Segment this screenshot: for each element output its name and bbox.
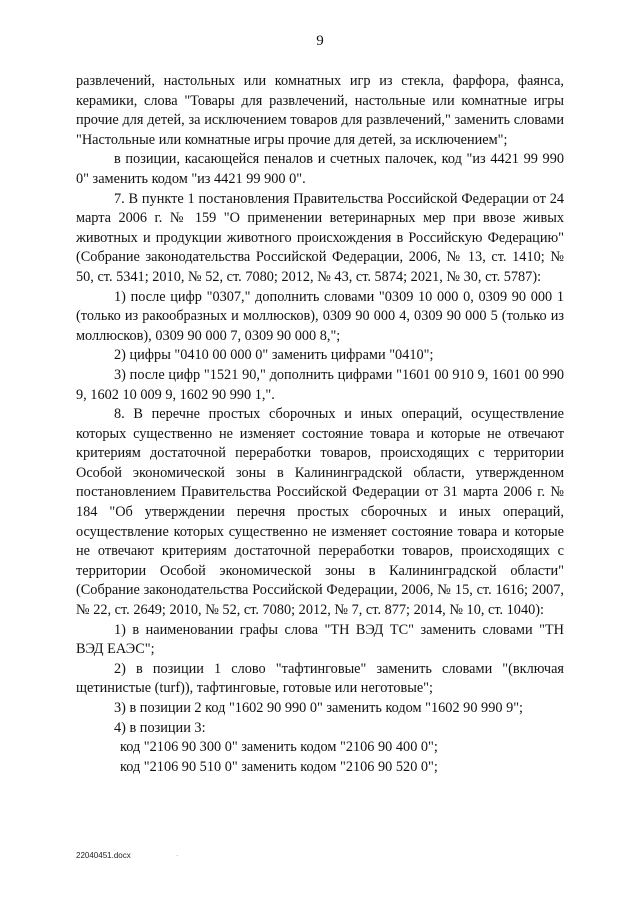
footer-mark: · [176, 852, 179, 860]
subitem-8-3: 3) в позиции 2 код "1602 90 990 0" заменить кодом "1602 90 990 9"; [114, 700, 524, 716]
paragraph-pencil-case-code: в позиции, касающейся пеналов и счетных палочек, код "из 4421 99 990 0" заменить кодом "из 4421 99 900 0". [76, 151, 564, 187]
subitem-7-1: 1) после цифр "0307," дополнить словами "0309 10 000 0, 0309 90 000 1 (только из ракообразных и моллюсков), 0309 90 000 4, 0309 90 000 5 (только из моллюсков), 0309 90 000 7, 0309 90 000 8,"; [76, 288, 564, 344]
paragraph-item-8: 8. В перечне простых сборочных и иных операций, осуществление которых существенно не изменяет состояние товара и которые не отвечают критериям достаточной переработки товаров, происходящих с территории Особой экономической зоны в Калининградской области, утвержденном постановлением Правительства Российской Федерации от 31 марта 2006 г. № 184 "Об утверждении перечня простых сборочных и иных операций, осуществление которых существенно не изменяет состояние товара и которые не отвечают критериям достаточной переработки товаров, происходящих с территории Особой экономической зоны в Калининградской области" (Собрание законодательства Российской Федерации, 2006, № 15, ст. 1616; 2007, № 22, ст. 2649; 2010, № 52, ст. 7080; 2012, № 7, ст. 877; 2014, № 10, ст. 1040): [76, 406, 564, 619]
subitem-8-2: 2) в позиции 1 слово "тафтинговые" заменить словами "(включая щетинистые (turf)), тафтинговые, готовые или неготовые"; [76, 660, 564, 697]
code-replacement-line: код "2106 90 300 0" заменить кодом "2106 90 400 0"; [120, 739, 438, 756]
footer-filename: 22040451.docx [76, 851, 131, 860]
subitem-8-4: 4) в позиции 3: [114, 719, 206, 736]
paragraph-continuation: развлечений, настольных или комнатных игр из стекла, фарфора, фаянса, керамики, слова "Товары для развлечений, настольные или комнатные игры прочие для детей, за исключением товаров для развлечений," заменить словами "Настольные или комнатные игры прочие для детей, за исключением"; [76, 73, 564, 148]
subitem-7-2: 2) цифры "0410 00 000 0" заменить цифрами "0410"; [114, 347, 434, 364]
code-replacement-line: код "2106 90 510 0" заменить кодом "2106 90 520 0"; [120, 758, 438, 775]
subitem-8-1: 1) в наименовании графы слова "ТН ВЭД ТС" заменить словами "ТН ВЭД ЕАЭС"; [76, 621, 564, 658]
paragraph-item-7: 7. В пункте 1 постановления Правительства Российской Федерации от 24 марта 2006 г. № 159 "О применении ветеринарных мер при ввозе живых животных и продукции животного происхождения в Российскую Федерацию" (Собрание законодательства Российской Федерации, 2006, № 13, ст. 1410; № 50, ст. 5341; 2010, № 52, ст. 7080; 2012, № 43, ст. 5874; 2021, № 30, ст. 5787): [76, 190, 564, 285]
page-number: 9 [316, 33, 324, 49]
document-body [76, 72, 564, 777]
subitem-7-3: 3) после цифр "1521 90," дополнить цифрами "1601 00 910 9, 1601 00 990 9, 1602 10 009 9, 1602 90 990 1,". [76, 366, 564, 403]
